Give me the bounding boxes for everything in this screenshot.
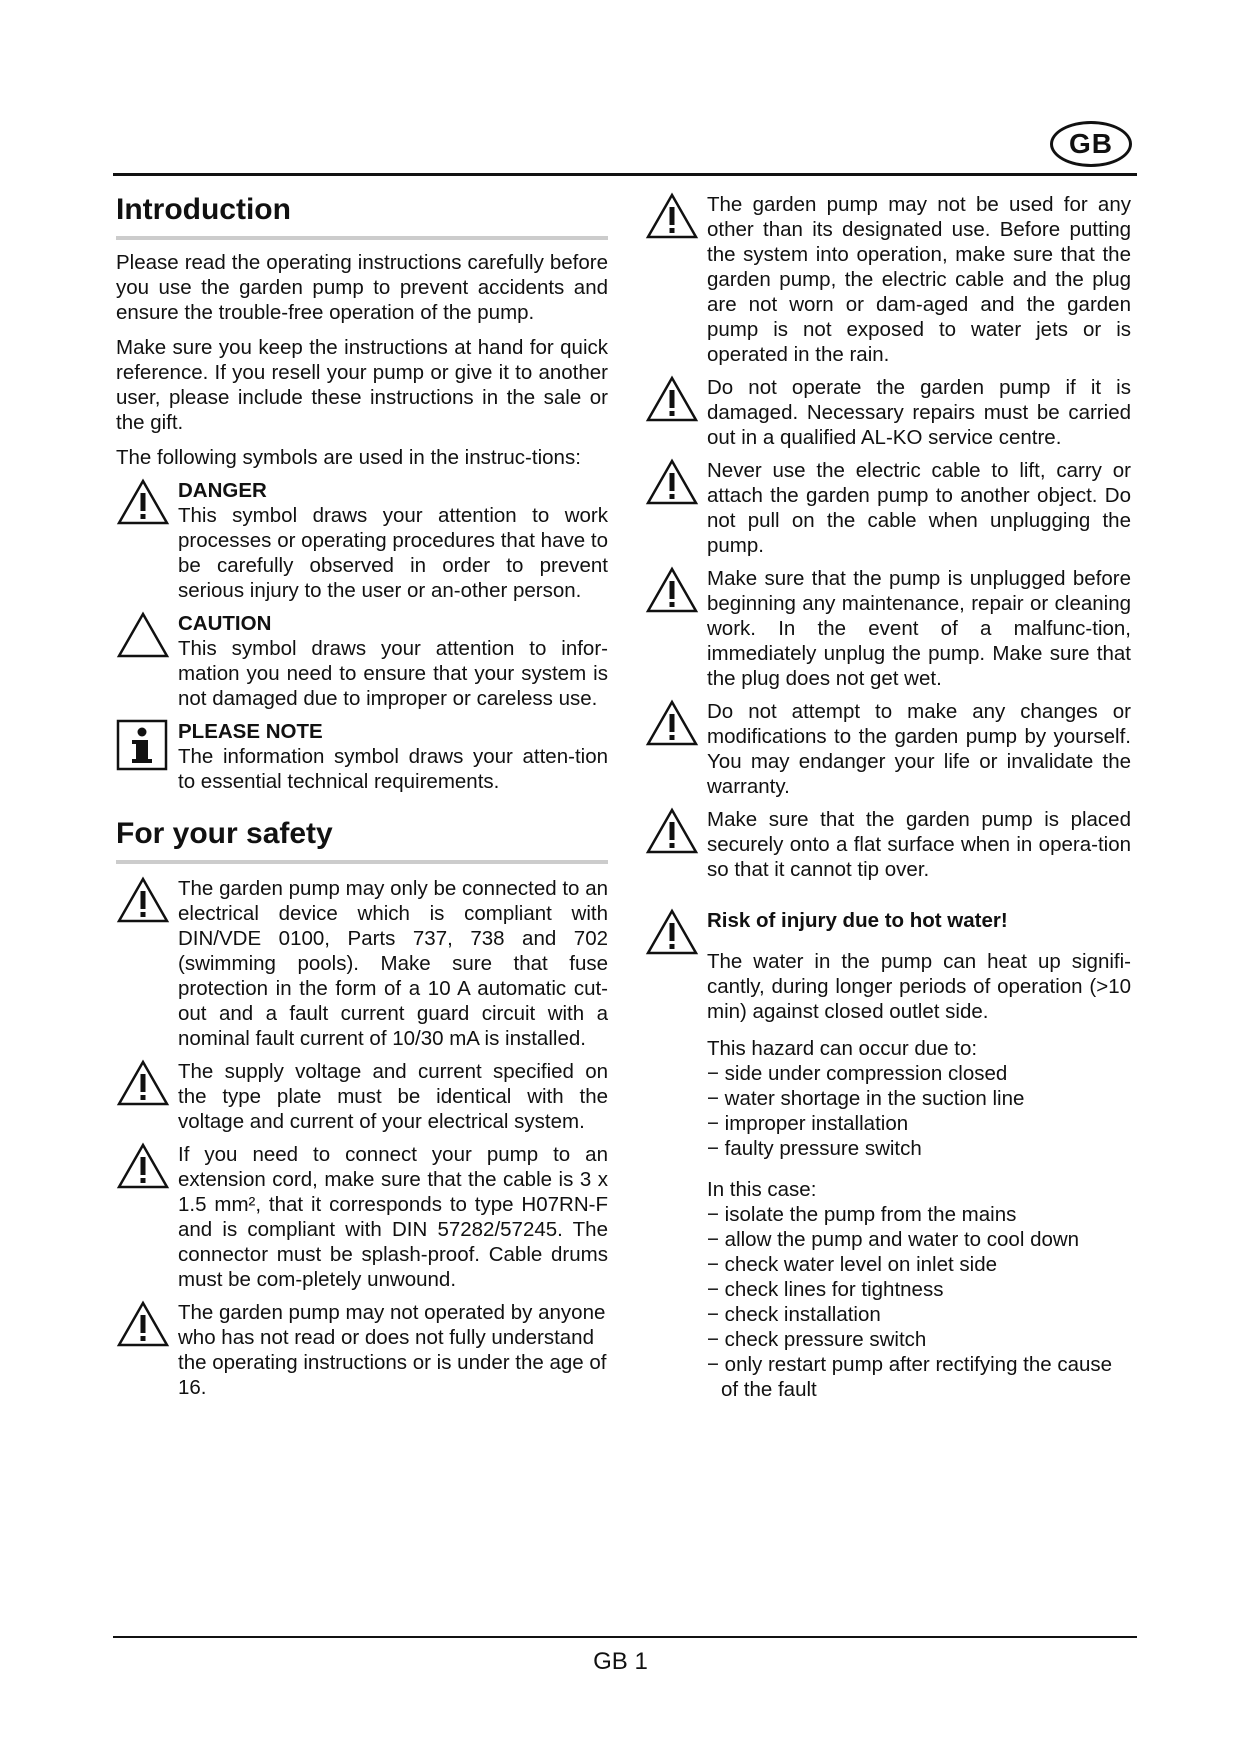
causes-intro: This hazard can occur due to: <box>707 1037 978 1060</box>
safety-item <box>645 192 1131 367</box>
safety-text: Make sure that the garden pump is placed securely onto a flat surface when in opera-tion so that it cannot tip over. <box>707 808 1131 881</box>
safety-item <box>116 876 608 1051</box>
warning-exclamation-icon <box>116 1300 178 1400</box>
safety-text: Never use the electric cable to lift, carry or attach the garden pump to another object. Do not pull on the cable when unplugging the pump. <box>707 459 1131 557</box>
warning-exclamation-icon <box>645 458 707 558</box>
list-item: − faulty pressure switch <box>707 1136 1131 1161</box>
list-item: − improper installation <box>707 1111 1131 1136</box>
warning-exclamation-icon <box>645 699 707 799</box>
hot-water-heading: Risk of injury due to hot water! <box>707 909 1008 932</box>
list-item: − allow the pump and water to cool down <box>707 1227 1131 1252</box>
warning-exclamation-icon <box>116 1059 178 1134</box>
warning-exclamation-icon <box>645 375 707 450</box>
safety-item <box>116 1059 608 1134</box>
page-number: GB 1 <box>593 1648 648 1675</box>
intro-paragraph: The following symbols are used in the instruc-tions: <box>116 446 581 469</box>
warning-exclamation-icon <box>116 876 178 1051</box>
right-column <box>645 192 1131 1402</box>
list-item: − check installation <box>707 1302 1131 1327</box>
safety-heading: For your safety <box>116 816 608 864</box>
introduction-heading: Introduction <box>116 192 608 240</box>
causes-list <box>707 1061 1131 1161</box>
safety-text: Do not attempt to make any changes or modifications to the garden pump by yourself. You may endanger your life or invalidate the warranty. <box>707 700 1131 798</box>
list-item: − check pressure switch <box>707 1327 1131 1352</box>
list-item: − check water level on inlet side <box>707 1252 1131 1277</box>
symbol-description: This symbol draws your attention to work processes or operating procedures that have to be carefully observed in order to prevent serious injury to the user or an-other person. <box>178 504 608 602</box>
actions-intro: In this case: <box>707 1178 817 1201</box>
intro-paragraph: Make sure you keep the instructions at hand for quick reference. If you resell your pump or give it to another user, please include these instructions in the sale or the gift. <box>116 336 608 434</box>
caution-triangle-icon <box>116 611 178 711</box>
symbol-entry-caution <box>116 611 608 711</box>
intro-paragraph: Please read the operating instructions carefully before you use the garden pump to prevent accidents and ensure the trouble-free operation of the pump. <box>116 251 608 324</box>
warning-exclamation-icon <box>645 192 707 367</box>
safety-item <box>645 807 1131 882</box>
safety-item <box>645 458 1131 558</box>
symbol-entry-note <box>116 719 608 794</box>
safety-item <box>116 1300 608 1400</box>
list-item: − check lines for tightness <box>707 1277 1131 1302</box>
warning-exclamation-icon <box>645 908 707 1402</box>
safety-text: The garden pump may not be used for any other than its designated use. Before putting the system into operation, make sure that the garden pump, the electric cable and the plug are not worn or dam-aged and the garden pump is not exposed to water jets or is operated in the rain. <box>707 193 1131 366</box>
actions-list <box>707 1202 1131 1402</box>
warning-exclamation-icon <box>645 807 707 882</box>
safety-text: The garden pump may only be connected to an electrical device which is compliant with DIN/VDE 0100, Parts 737, 738 and 702 (swimming pools). Make sure that fuse protection in the form of a 10 A automatic cut-out and a fault current guard circuit with a nominal fault current of 10/30 mA is installed. <box>178 877 608 1050</box>
hot-water-warning <box>645 908 1131 1402</box>
safety-item <box>116 1142 608 1292</box>
warning-exclamation-icon <box>645 566 707 691</box>
header-rule <box>113 173 1137 176</box>
hot-water-text: The water in the pump can heat up signifi-cantly, during longer periods of operation (>10 min) against closed outlet side. <box>707 950 1131 1023</box>
symbol-description: The information symbol draws your atten-tion to essential technical requirements. <box>178 745 608 793</box>
safety-item <box>645 699 1131 799</box>
info-icon <box>116 719 178 794</box>
symbol-entry-danger <box>116 478 608 603</box>
list-item: − side under compression closed <box>707 1061 1131 1086</box>
safety-item <box>645 375 1131 450</box>
list-item: − only restart pump after rectifying the cause of the fault <box>707 1352 1131 1402</box>
list-item: − isolate the pump from the mains <box>707 1202 1131 1227</box>
symbol-description: This symbol draws your attention to infor-mation you need to ensure that your system is not damaged due to improper or careless use. <box>178 637 608 710</box>
warning-exclamation-icon <box>116 478 178 603</box>
safety-text: Do not operate the garden pump if it is damaged. Necessary repairs must be carried out in a qualified AL-KO service centre. <box>707 376 1131 449</box>
symbol-heading: PLEASE NOTE <box>178 720 323 743</box>
safety-text: The garden pump may not operated by anyone who has not read or does not fully understand the operating instructions or is under the age of 16. <box>178 1301 607 1399</box>
left-column <box>116 192 608 1400</box>
safety-item <box>645 566 1131 691</box>
safety-text: The supply voltage and current specified on the type plate must be identical with the voltage and current of your electrical system. <box>178 1060 608 1133</box>
symbol-heading: DANGER <box>178 479 267 502</box>
safety-text: If you need to connect your pump to an extension cord, make sure that the cable is 3 x 1.5 mm², that it corresponds to type H07RN-F and is compliant with DIN 57282/57245. The connector must be splash-proof. Cable drums must be com-pletely unwound. <box>178 1143 608 1291</box>
safety-text: Make sure that the pump is unplugged before beginning any maintenance, repair or cleaning work. In the event of a malfunc-tion, immediately unplug the pump. Make sure that the plug does not get wet. <box>707 567 1131 690</box>
symbol-heading: CAUTION <box>178 612 272 635</box>
language-badge: GB <box>1050 121 1132 167</box>
warning-exclamation-icon <box>116 1142 178 1292</box>
footer-rule <box>113 1636 1137 1638</box>
list-item: − water shortage in the suction line <box>707 1086 1131 1111</box>
